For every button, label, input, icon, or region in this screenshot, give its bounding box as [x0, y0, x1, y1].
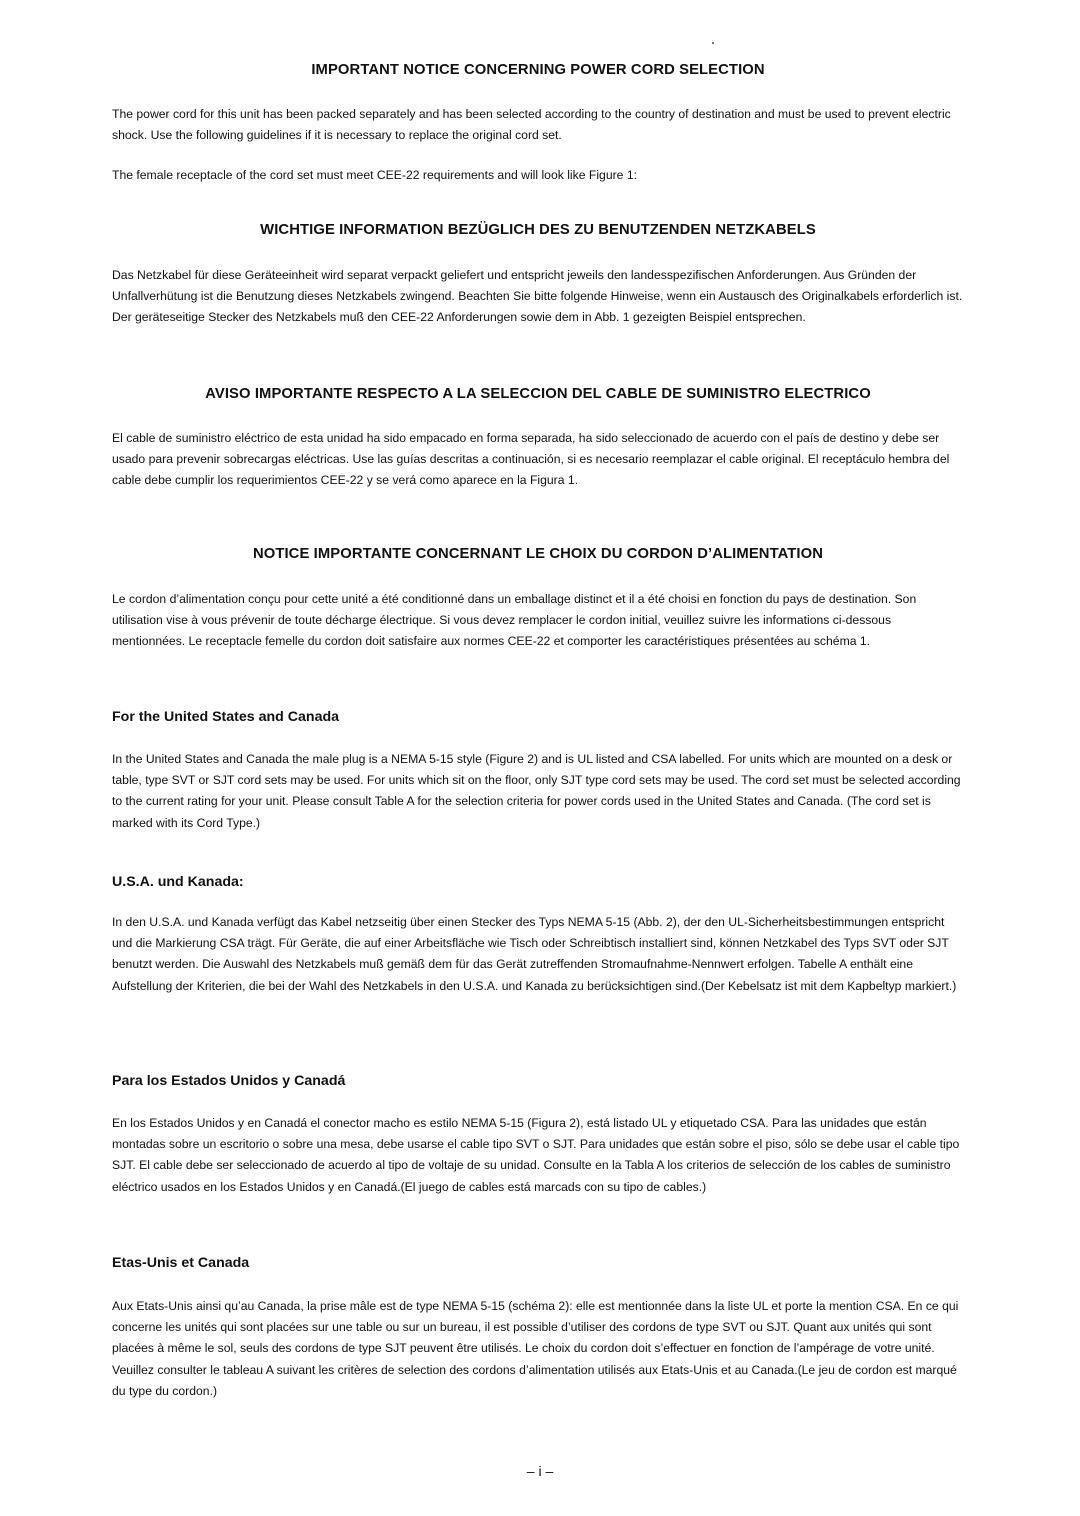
heading-de: WICHTIGE INFORMATION BEZÜGLICH DES ZU BENUTZENDEN NETZKABELS [260, 222, 816, 238]
heading-es: AVISO IMPORTANTE RESPECTO A LA SELECCION DEL CABLE DE SUMINISTRO ELECTRICO [205, 386, 871, 402]
subheading-us-fr: Etas-Unis et Canada [112, 1255, 250, 1271]
paragraph-us-fr: Aux Etats-Unis ainsi qu’au Canada, la prise mâle est de type NEMA 5-15 (schéma 2): elle est mentionnée dans la liste UL et porte la mention CSA. En ce qui concerne les unités qui sont placées sur une table ou sur un bureau, il est possible d’utiliser des cordons de type SVT ou SJT. Quant aux unités qui sont placées à même le sol, seuls des cordons de type SJT peuvent être utilisés. Le choix du cordon doit s’effectuer en fonction de l’ampérage de votre unité. Veuillez consulter le tableau A suivant les critères de selection des cordons d’alimentation utilisés aux Etats-Unis et au Canada.(Le jeu de cordon est marqué du type du cordon.) [112, 1299, 959, 1398]
paragraph-en-2: The female receptacle of the cord set must meet CEE-22 requirements and will look like Figure 1: [112, 168, 637, 182]
subheading-us-es: Para los Estados Unidos y Canadá [112, 1073, 346, 1089]
paragraph-us-es: En los Estados Unidos y en Canadá el conector macho es estilo NEMA 5-15 (Figura 2), está listado UL y etiquetado CSA. Para las unidades que están montadas sobre un escritorio o sobre una mesa, debe usarse el cable tipo SVT o SJT. Para unidades que están sobre el piso, sólo se debe usar el cable tipo SJT. El cable debe ser seleccionado de acuerdo al tipo de voltaje de su unidad. Consulte en la Tabla A los criterios de selección de los cables de suministro eléctrico usados en los Estados Unidos y en Canadá.(El juego de cables está marcads con su tipo de cables.) [112, 1116, 960, 1194]
paragraph-en-1: The power cord for this unit has been packed separately and has been selected according to the country of destination and must be used to prevent electric shock. Use the following guidelines if it is necessary to replace the original cord set. [112, 107, 951, 143]
heading-en: IMPORTANT NOTICE CONCERNING POWER CORD SELECTION [311, 62, 765, 78]
paragraph-us-en: In the United States and Canada the male plug is a NEMA 5-15 style (Figure 2) and is UL listed and CSA labelled. For units which are mounted on a desk or table, type SVT or SJT cord sets may be used. For units which sit on the floor, only SJT type cord sets may be used. The cord set must be selected according to the current rating for your unit. Please consult Table A for the selection criteria for power cords used in the United States and Canada. (The cord set is marked with its Cord Type.) [112, 752, 961, 830]
subheading-us-de: U.S.A. und Kanada: [112, 874, 244, 890]
paragraph-es-1: El cable de suministro eléctrico de esta unidad ha sido empacado en forma separada, ha sido seleccionado de acuerdo con el país de destino y debe ser usado para prevenir sobrecargas eléctricas. Use las guías descritas a continuación, si es necesario reemplazar el cable original. El receptáculo hembra del cable debe cumplir los requerimientos CEE-22 y se verá como aparece en la Figura 1. [112, 431, 950, 488]
page-number: – i – [526, 1463, 554, 1479]
subheading-us-en: For the United States and Canada [112, 709, 340, 725]
paragraph-de-1: Das Netzkabel für diese Geräteeinheit wird separat verpackt geliefert und entspricht jeweils den landesspezifischen Anforderungen. Aus Gründen der Unfallverhütung ist die Benutzung dieses Netzkabels zwingend. Beachten Sie bitte folgende Hinweise, wenn ein Austausch des Originalkabels erforderlich ist. Der geräteseitige Stecker des Netzkabels muß den CEE-22 Anforderungen sowie dem in Abb. 1 gezeigten Beispiel entsprechen. [112, 268, 963, 325]
scan-speck [712, 42, 714, 44]
paragraph-fr-1: Le cordon d’alimentation conçu pour cette unité a été conditionné dans un emballage distinct et il a été choisi en fonction du pays de destination. Son utilisation vise à vous prévenir de toute décharge électrique. Si vous devez remplacer le cordon initial, veuillez suivre les informations ci-dessous mentionnées. Le receptacle femelle du cordon doit satisfaire aux normes CEE-22 et comporter les caractéristiques présentées au schéma 1. [112, 592, 917, 649]
paragraph-us-de: In den U.S.A. und Kanada verfügt das Kabel netzseitig über einen Stecker des Typs NEMA 5-15 (Abb. 2), der den UL-Sicherheitsbestimmungen entspricht und die Markierung CSA trägt. Für Geräte, die auf einer Arbeitsfläche wie Tisch oder Schreibtisch installiert sind, können Netzkabel des Typs SVT oder SJT benutzt werden. Die Auswahl des Netzkabels muß gemäß dem für das Gerät zutreffenden Stromaufnahme-Nennwert erfolgen. Tabelle A enthält eine Aufstellung der Kriterien, die bei der Wahl des Netzkabels in den U.S.A. und Kanada zu berücksichtigen sind.(Der Kebelsatz ist mit dem Kapbeltyp markiert.) [112, 915, 957, 993]
heading-fr: NOTICE IMPORTANTE CONCERNANT LE CHOIX DU CORDON D’ALIMENTATION [252, 546, 824, 562]
